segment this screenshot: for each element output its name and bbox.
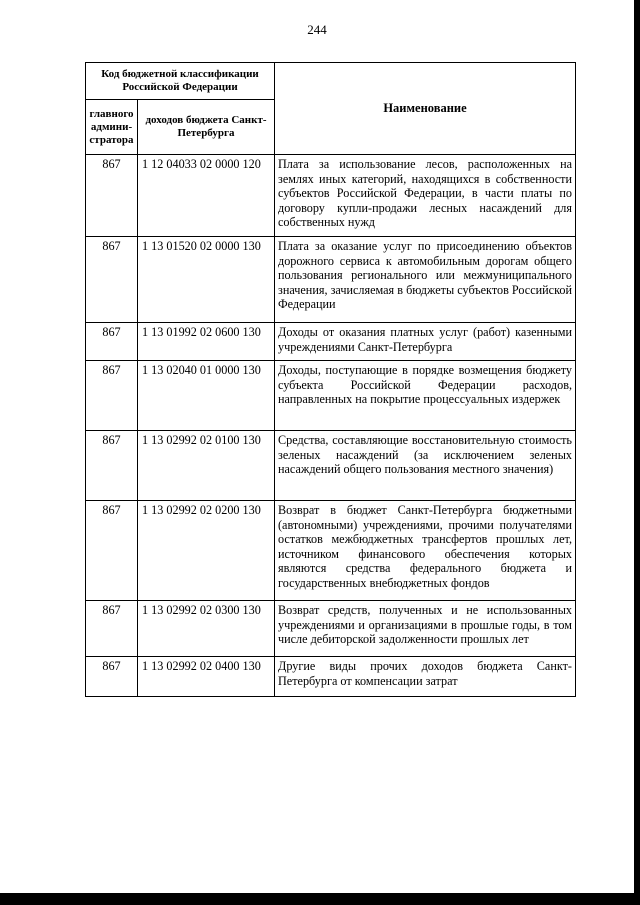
name-cell: Возврат средств, полученных и не использованных учреждениями и организациями в прошлые годы, в том числе дебиторской задолженности прошлых лет [275,601,576,657]
table-row [86,361,576,431]
table-row [86,501,576,601]
admin-code-cell: 867 [86,237,138,323]
income-code-cell: 1 13 02992 02 0300 130 [138,601,275,657]
admin-code-cell: 867 [86,601,138,657]
name-cell: Доходы, поступающие в порядке возмещения бюджету субъекта Российской Федерации расходов, направленных на покрытие процессуальных издержек [275,361,576,431]
income-code-cell: 1 12 04033 02 0000 120 [138,155,275,237]
income-code-cell: 1 13 02040 01 0000 130 [138,361,275,431]
admin-code-cell: 867 [86,361,138,431]
table-row [86,237,576,323]
admin-code-cell: 867 [86,155,138,237]
admin-code-cell: 867 [86,431,138,501]
table-row [86,601,576,657]
header-name: Наименование [275,63,576,155]
income-code-cell: 1 13 02992 02 0100 130 [138,431,275,501]
name-cell: Доходы от оказания платных услуг (работ) казенными учреждениями Санкт-Петербурга [275,323,576,361]
page-number: 244 [307,22,327,37]
table-row [86,431,576,501]
header-code-group: Код бюджетной классификации Российской Федерации [86,63,275,100]
income-code-cell: 1 13 02992 02 0200 130 [138,501,275,601]
name-cell: Средства, составляющие восстановительную стоимость зеленых насаждений (за исключением зеленых насаждений общего пользования местного значения) [275,431,576,501]
income-code-cell: 1 13 02992 02 0400 130 [138,657,275,697]
header-income: доходов бюджета Санкт-Петербурга [138,100,275,155]
budget-classification-table [85,62,576,697]
header-admin: главного админи-стратора [86,100,138,155]
admin-code-cell: 867 [86,657,138,697]
table-row [86,155,576,237]
admin-code-cell: 867 [86,323,138,361]
name-cell: Возврат в бюджет Санкт-Петербурга бюджетными (автономными) учреждениями, прочими получателями остатков межбюджетных трансфертов прошлых лет, источником финансового обеспечения которых являются средства федерального бюджета и государственных внебюджетных фондов [275,501,576,601]
name-cell: Плата за использование лесов, расположенных на землях иных категорий, находящихся в собственности субъектов Российской Федерации, в части платы по договору купли-продажи лесных насаждений для собственных нужд [275,155,576,237]
table-row [86,657,576,697]
table-row [86,323,576,361]
income-code-cell: 1 13 01520 02 0000 130 [138,237,275,323]
admin-code-cell: 867 [86,501,138,601]
income-code-cell: 1 13 01992 02 0600 130 [138,323,275,361]
name-cell: Другие виды прочих доходов бюджета Санкт-Петербурга от компенсации затрат [275,657,576,697]
name-cell: Плата за оказание услуг по присоединению объектов дорожного сервиса к автомобильным дорогам общего пользования регионального или межмуниципального значения, зачисляемая в бюджеты субъектов Российской Федерации [275,237,576,323]
